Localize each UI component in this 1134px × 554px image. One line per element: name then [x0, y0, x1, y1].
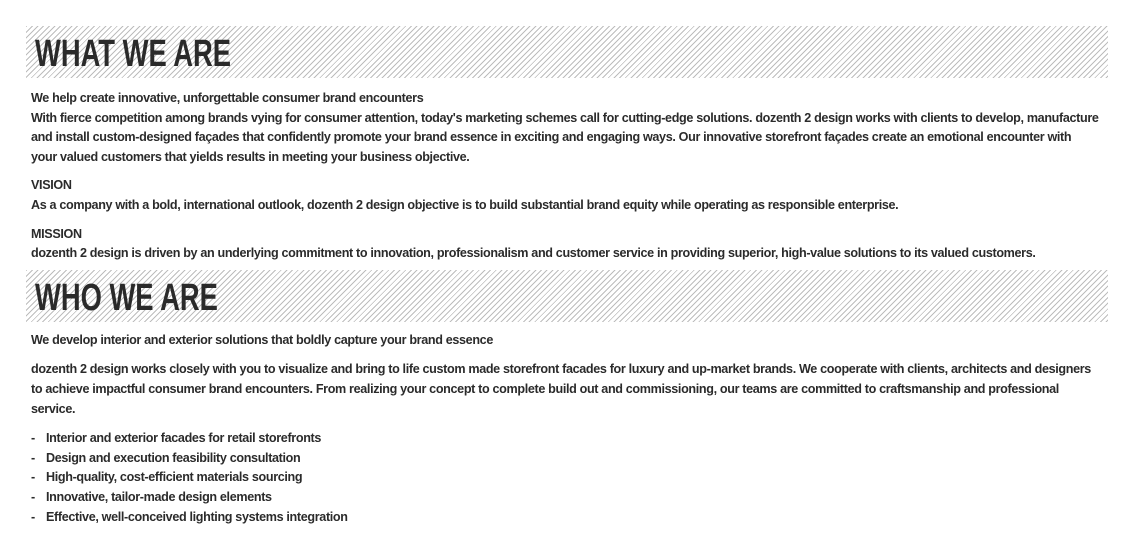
- who-we-are-banner: [26, 270, 1108, 322]
- service-label: Innovative, tailor-made design elements: [46, 489, 272, 504]
- who-we-are-title: WHO WE ARE: [35, 276, 218, 319]
- page-content: [26, 26, 1108, 527]
- list-item: [31, 449, 1100, 469]
- bullet-dash: -: [31, 450, 35, 465]
- who-we-are-intro-text: dozenth 2 design works closely with you to visualize and bring to life custom made storefront facades for luxury and up-market brands. We cooperate with clients, architects and designers to achieve impactful consumer brand encounters. From realizing your concept to complete build out and commissioning, our teams are committed to craftsmanship and professional service.: [31, 362, 1091, 416]
- mission-text: dozenth 2 design is driven by an underlying commitment to innovation, professionalism and customer service in providing superior, high-value solutions to its valued customers.: [31, 246, 1036, 261]
- vision-label: VISION: [31, 178, 72, 193]
- what-we-are-intro-heading: We help create innovative, unforgettable consumer brand encounters: [31, 91, 424, 105]
- what-we-are-banner: [26, 26, 1108, 78]
- bullet-dash: -: [31, 470, 35, 485]
- services-list: [31, 429, 1100, 527]
- what-we-are-intro-text: With fierce competition among brands vying for consumer attention, today's marketing schemes call for cutting-edge solutions. dozenth 2 design works with clients to develop, manufacture and install custom-designed façades that confidently promote your brand essence in exciting and engaging ways. Our innovative storefront façades create an emotional encounter with your valued customers that yields results in meeting your business objective.: [31, 110, 1099, 164]
- list-item: [31, 468, 1100, 488]
- bullet-dash: -: [31, 489, 35, 504]
- what-we-are-title: WHAT WE ARE: [35, 33, 232, 75]
- list-item: [31, 488, 1100, 508]
- bullet-dash: -: [31, 509, 35, 524]
- bullet-dash: -: [31, 431, 35, 446]
- list-item: [31, 508, 1100, 528]
- who-we-are-intro-heading: We develop interior and exterior solutions that boldly capture your brand essence: [31, 332, 493, 347]
- list-item: [31, 429, 1100, 449]
- service-label: High-quality, cost-efficient materials sourcing: [46, 470, 303, 485]
- what-we-are-body: [26, 89, 1108, 264]
- vision-text: As a company with a bold, international outlook, dozenth 2 design objective is to build substantial brand equity while operating as responsible enterprise.: [31, 197, 899, 212]
- mission-label: MISSION: [31, 226, 82, 241]
- service-label: Interior and exterior facades for retail storefronts: [46, 431, 322, 446]
- who-we-are-body: [26, 331, 1108, 527]
- service-label: Design and execution feasibility consultation: [46, 450, 301, 465]
- service-label: Effective, well-conceived lighting systems integration: [46, 509, 348, 524]
